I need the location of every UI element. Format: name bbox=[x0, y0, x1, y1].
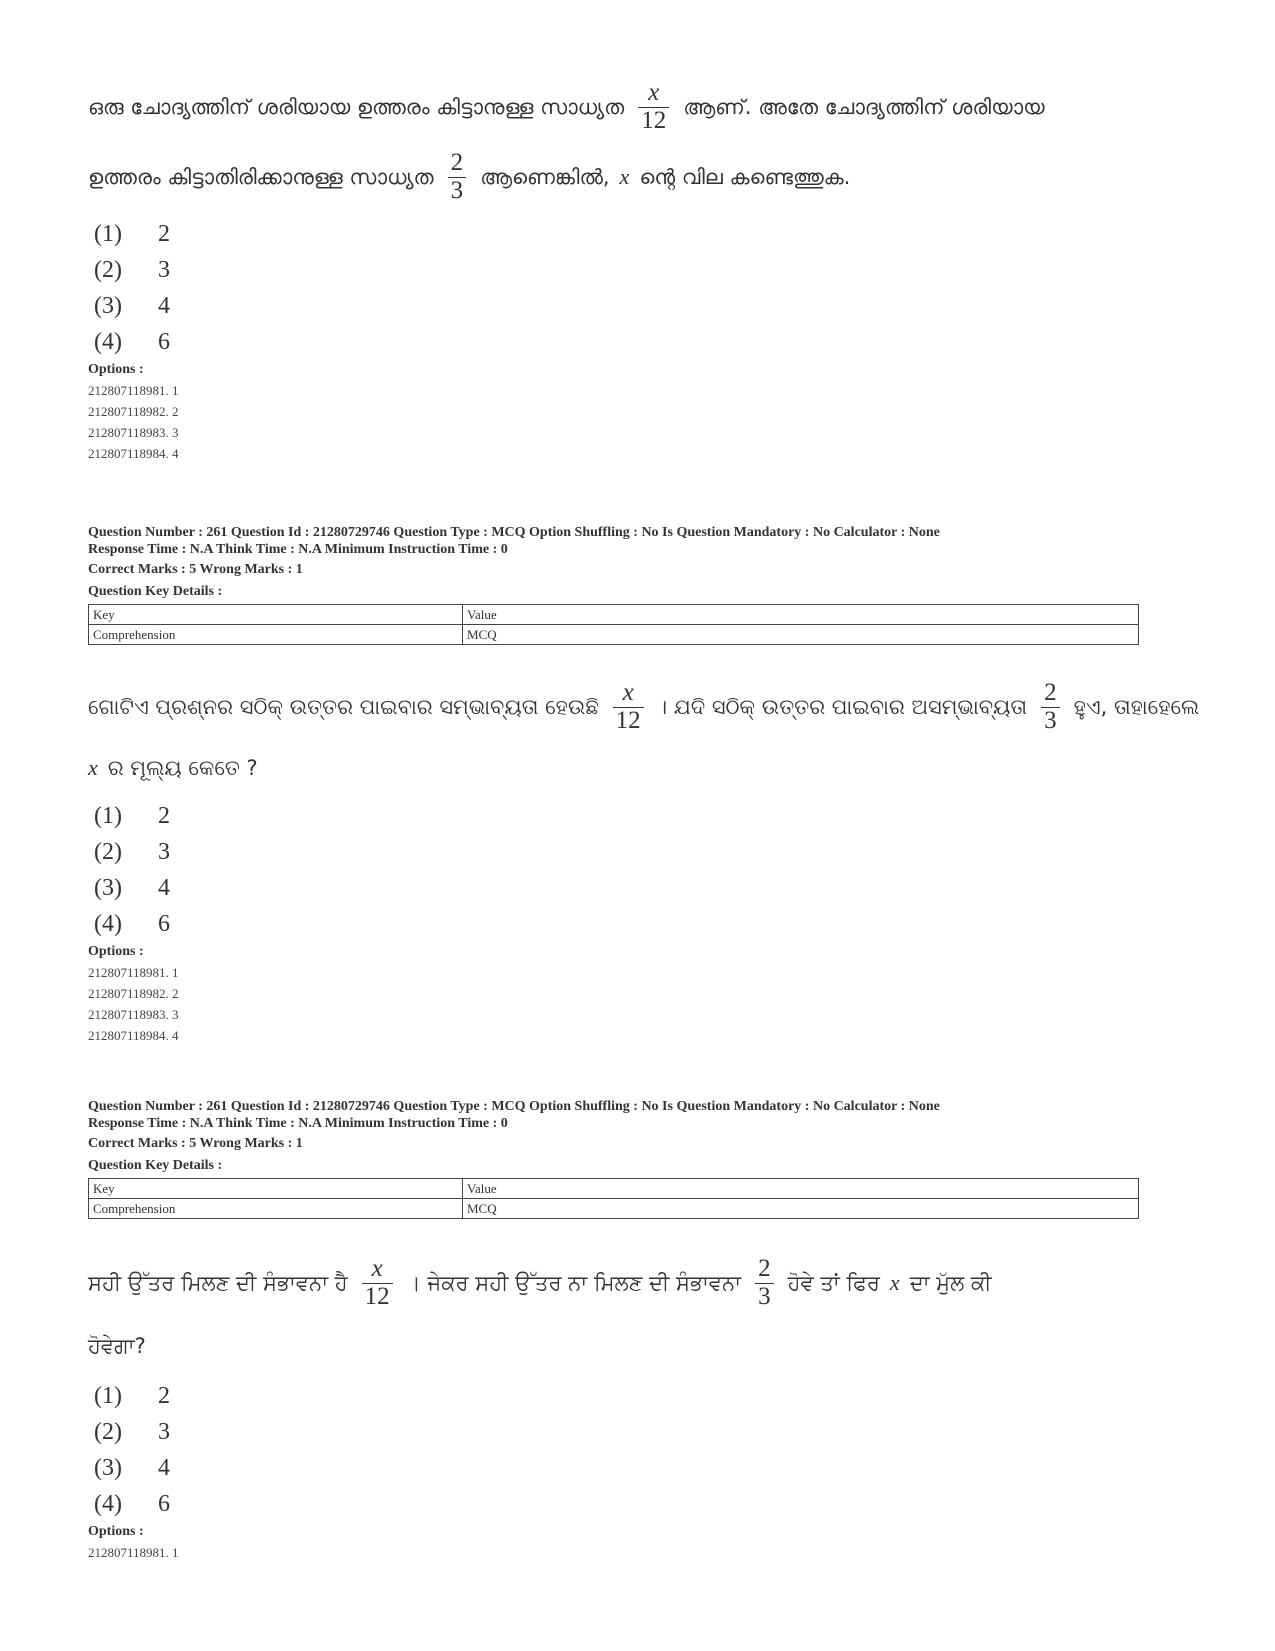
options-label: Options : bbox=[88, 362, 144, 377]
question-block-odia bbox=[88, 672, 1198, 1046]
question-meta-block bbox=[88, 524, 1198, 645]
fraction-numerator: 2 bbox=[450, 149, 464, 177]
fraction-denominator: 12 bbox=[638, 107, 669, 134]
answer-option bbox=[88, 216, 1198, 252]
fraction-denominator: 3 bbox=[448, 177, 467, 204]
table-header-row bbox=[89, 605, 1139, 625]
option-number: (4) bbox=[94, 1490, 122, 1517]
fraction-denominator: 3 bbox=[755, 1283, 774, 1310]
question-meta-block bbox=[88, 1098, 1198, 1219]
answer-option bbox=[88, 252, 1198, 288]
answer-option bbox=[88, 1486, 1198, 1522]
question-text: । ਜੇਕਰ ਸਹੀ ਉੱਤਰ ਨਾ ਮਿਲਣ ਦੀ ਸੰਭਾਵਨਾ bbox=[406, 1270, 742, 1295]
answer-option bbox=[88, 798, 1198, 834]
option-number: (2) bbox=[94, 256, 122, 283]
option-value: 6 bbox=[158, 1490, 170, 1517]
question-block-punjabi bbox=[88, 1248, 1198, 1563]
answer-option bbox=[88, 1414, 1198, 1450]
table-row bbox=[89, 625, 1139, 645]
option-number: (4) bbox=[94, 910, 122, 937]
option-number: (1) bbox=[94, 220, 122, 247]
option-value: 2 bbox=[158, 1382, 170, 1409]
fraction-2-over-3 bbox=[1041, 680, 1060, 734]
table-header-cell: Key bbox=[89, 605, 463, 625]
question-meta-line: Question Number : 261 Question Id : 21280729746 Question Type : MCQ Option Shuffling : No Is Question Mandatory : No Calculator : None bbox=[88, 1099, 940, 1114]
option-id: 212807118981. 1 bbox=[88, 965, 179, 980]
fraction-denominator: 12 bbox=[362, 1283, 393, 1310]
answer-option bbox=[88, 1450, 1198, 1486]
option-value: 3 bbox=[158, 838, 170, 865]
answer-option bbox=[88, 324, 1198, 360]
table-header-cell: Key bbox=[89, 1179, 463, 1199]
marks-line: Correct Marks : 5 Wrong Marks : 1 bbox=[88, 562, 303, 577]
question-text: ਸਹੀ ਉੱਤਰ ਮਿਲਣ ਦੀ ਸੰਭਾਵਨਾ ਹੈ bbox=[88, 1270, 348, 1295]
option-value: 3 bbox=[158, 256, 170, 283]
key-details-label: Question Key Details : bbox=[88, 584, 223, 599]
option-number: (1) bbox=[94, 802, 122, 829]
question-text: ഒരു ചോദ്യത്തിന് ശരിയായ ഉത്തരം കിട്ടാനുള്ള സാധ്യത bbox=[88, 94, 625, 119]
table-row bbox=[89, 1199, 1139, 1219]
question-text: । ଯଦି ସଠିକ୍ ଉତ୍ତର ପାଇବାର ଅସମ୍ଭାବ୍ୟତା bbox=[657, 694, 1028, 719]
question-text: ਹੋਵੇ ਤਾਂ ਫਿਰ bbox=[787, 1270, 880, 1295]
question-meta-line: Response Time : N.A Think Time : N.A Minimum Instruction Time : 0 bbox=[88, 1116, 508, 1131]
answer-options bbox=[88, 1378, 1198, 1522]
question-text-line-1 bbox=[88, 72, 1198, 142]
option-number: (1) bbox=[94, 1382, 122, 1409]
fraction-numerator: x bbox=[622, 679, 634, 707]
option-value: 6 bbox=[158, 328, 170, 355]
fraction-numerator: 2 bbox=[758, 1255, 771, 1283]
answer-options bbox=[88, 798, 1198, 942]
answer-option bbox=[88, 834, 1198, 870]
option-value: 4 bbox=[158, 874, 170, 901]
question-text-line-2 bbox=[88, 1318, 1198, 1374]
fraction-numerator: x bbox=[371, 1255, 383, 1283]
option-number: (2) bbox=[94, 838, 122, 865]
option-id: 212807118983. 3 bbox=[88, 1007, 179, 1022]
option-value: 4 bbox=[158, 292, 170, 319]
question-text-line-2 bbox=[88, 142, 1198, 212]
answer-option bbox=[88, 906, 1198, 942]
fraction-2-over-3 bbox=[755, 1256, 774, 1310]
question-text: ର ମୂଲ୍ୟ କେତେ ? bbox=[107, 755, 258, 780]
option-value: 2 bbox=[158, 802, 170, 829]
question-text: ਦਾ ਮੁੱਲ ਕੀ bbox=[909, 1270, 992, 1295]
fraction-denominator: 12 bbox=[613, 707, 644, 734]
option-id: 212807118983. 3 bbox=[88, 425, 179, 440]
question-meta-line: Response Time : N.A Think Time : N.A Minimum Instruction Time : 0 bbox=[88, 542, 508, 557]
answer-options bbox=[88, 216, 1198, 360]
marks-line: Correct Marks : 5 Wrong Marks : 1 bbox=[88, 1136, 303, 1151]
options-label: Options : bbox=[88, 944, 144, 959]
option-id: 212807118982. 2 bbox=[88, 986, 179, 1001]
table-cell: MCQ bbox=[463, 1199, 1139, 1219]
question-text: ന്റെ വില കണ്ടെത്തുക. bbox=[639, 164, 851, 189]
variable-x: x bbox=[889, 1270, 900, 1295]
option-number: (3) bbox=[94, 874, 122, 901]
option-number: (4) bbox=[94, 328, 122, 355]
table-header-cell: Value bbox=[463, 1179, 1139, 1199]
question-text: ആണെങ്കിൽ, bbox=[480, 164, 610, 189]
table-header-cell: Value bbox=[463, 605, 1139, 625]
option-value: 6 bbox=[158, 910, 170, 937]
option-id: 212807118982. 2 bbox=[88, 404, 179, 419]
fraction-x-over-12 bbox=[613, 680, 644, 734]
fraction-2-over-3 bbox=[448, 150, 467, 204]
answer-option bbox=[88, 1378, 1198, 1414]
fraction-denominator: 3 bbox=[1041, 707, 1060, 734]
question-text: ഉത്തരം കിട്ടാതിരിക്കാനുള്ള സാധ്യത bbox=[88, 164, 434, 189]
fraction-numerator: x bbox=[648, 79, 660, 107]
key-details-label: Question Key Details : bbox=[88, 1158, 223, 1173]
answer-option bbox=[88, 288, 1198, 324]
option-value: 2 bbox=[158, 220, 170, 247]
question-text: ହୁଏ, ତାହାହେଲେ bbox=[1073, 694, 1200, 719]
option-number: (3) bbox=[94, 292, 122, 319]
table-cell: MCQ bbox=[463, 625, 1139, 645]
fraction-x-over-12 bbox=[638, 80, 669, 134]
question-block-malayalam bbox=[88, 72, 1198, 464]
question-text: ആണ്. അതേ ചോദ്യത്തിന് ശരിയായ bbox=[683, 94, 1045, 119]
fraction-numerator: 2 bbox=[1044, 679, 1057, 707]
option-number: (3) bbox=[94, 1454, 122, 1481]
option-number: (2) bbox=[94, 1418, 122, 1445]
variable-x: x bbox=[88, 755, 98, 780]
table-cell: Comprehension bbox=[89, 625, 463, 645]
question-text-line-1 bbox=[88, 1248, 1198, 1318]
fraction-x-over-12 bbox=[362, 1256, 393, 1310]
option-id: 212807118984. 4 bbox=[88, 1028, 179, 1043]
question-text-line-2 bbox=[88, 742, 1198, 794]
question-meta-line: Question Number : 261 Question Id : 21280729746 Question Type : MCQ Option Shuffling : No Is Question Mandatory : No Calculator : None bbox=[88, 525, 940, 540]
variable-x: x bbox=[619, 164, 630, 189]
key-details-table bbox=[88, 604, 1139, 645]
question-text: ଗୋଟିଏ ପ୍ରଶ୍ନର ସଠିକ୍ ଉତ୍ତର ପାଇବାର ସମ୍ଭାବ୍ୟତା ହେଉଛି bbox=[88, 694, 599, 719]
option-value: 3 bbox=[158, 1418, 170, 1445]
answer-option bbox=[88, 870, 1198, 906]
key-details-table bbox=[88, 1178, 1139, 1219]
option-id: 212807118981. 1 bbox=[88, 383, 179, 398]
table-cell: Comprehension bbox=[89, 1199, 463, 1219]
option-id: 212807118984. 4 bbox=[88, 446, 179, 461]
question-text-line-1 bbox=[88, 672, 1198, 742]
option-id: 212807118981. 1 bbox=[88, 1545, 179, 1560]
table-header-row bbox=[89, 1179, 1139, 1199]
option-value: 4 bbox=[158, 1454, 170, 1481]
question-text: ਹੋਵੇਗਾ? bbox=[88, 1333, 146, 1358]
options-label: Options : bbox=[88, 1524, 144, 1539]
